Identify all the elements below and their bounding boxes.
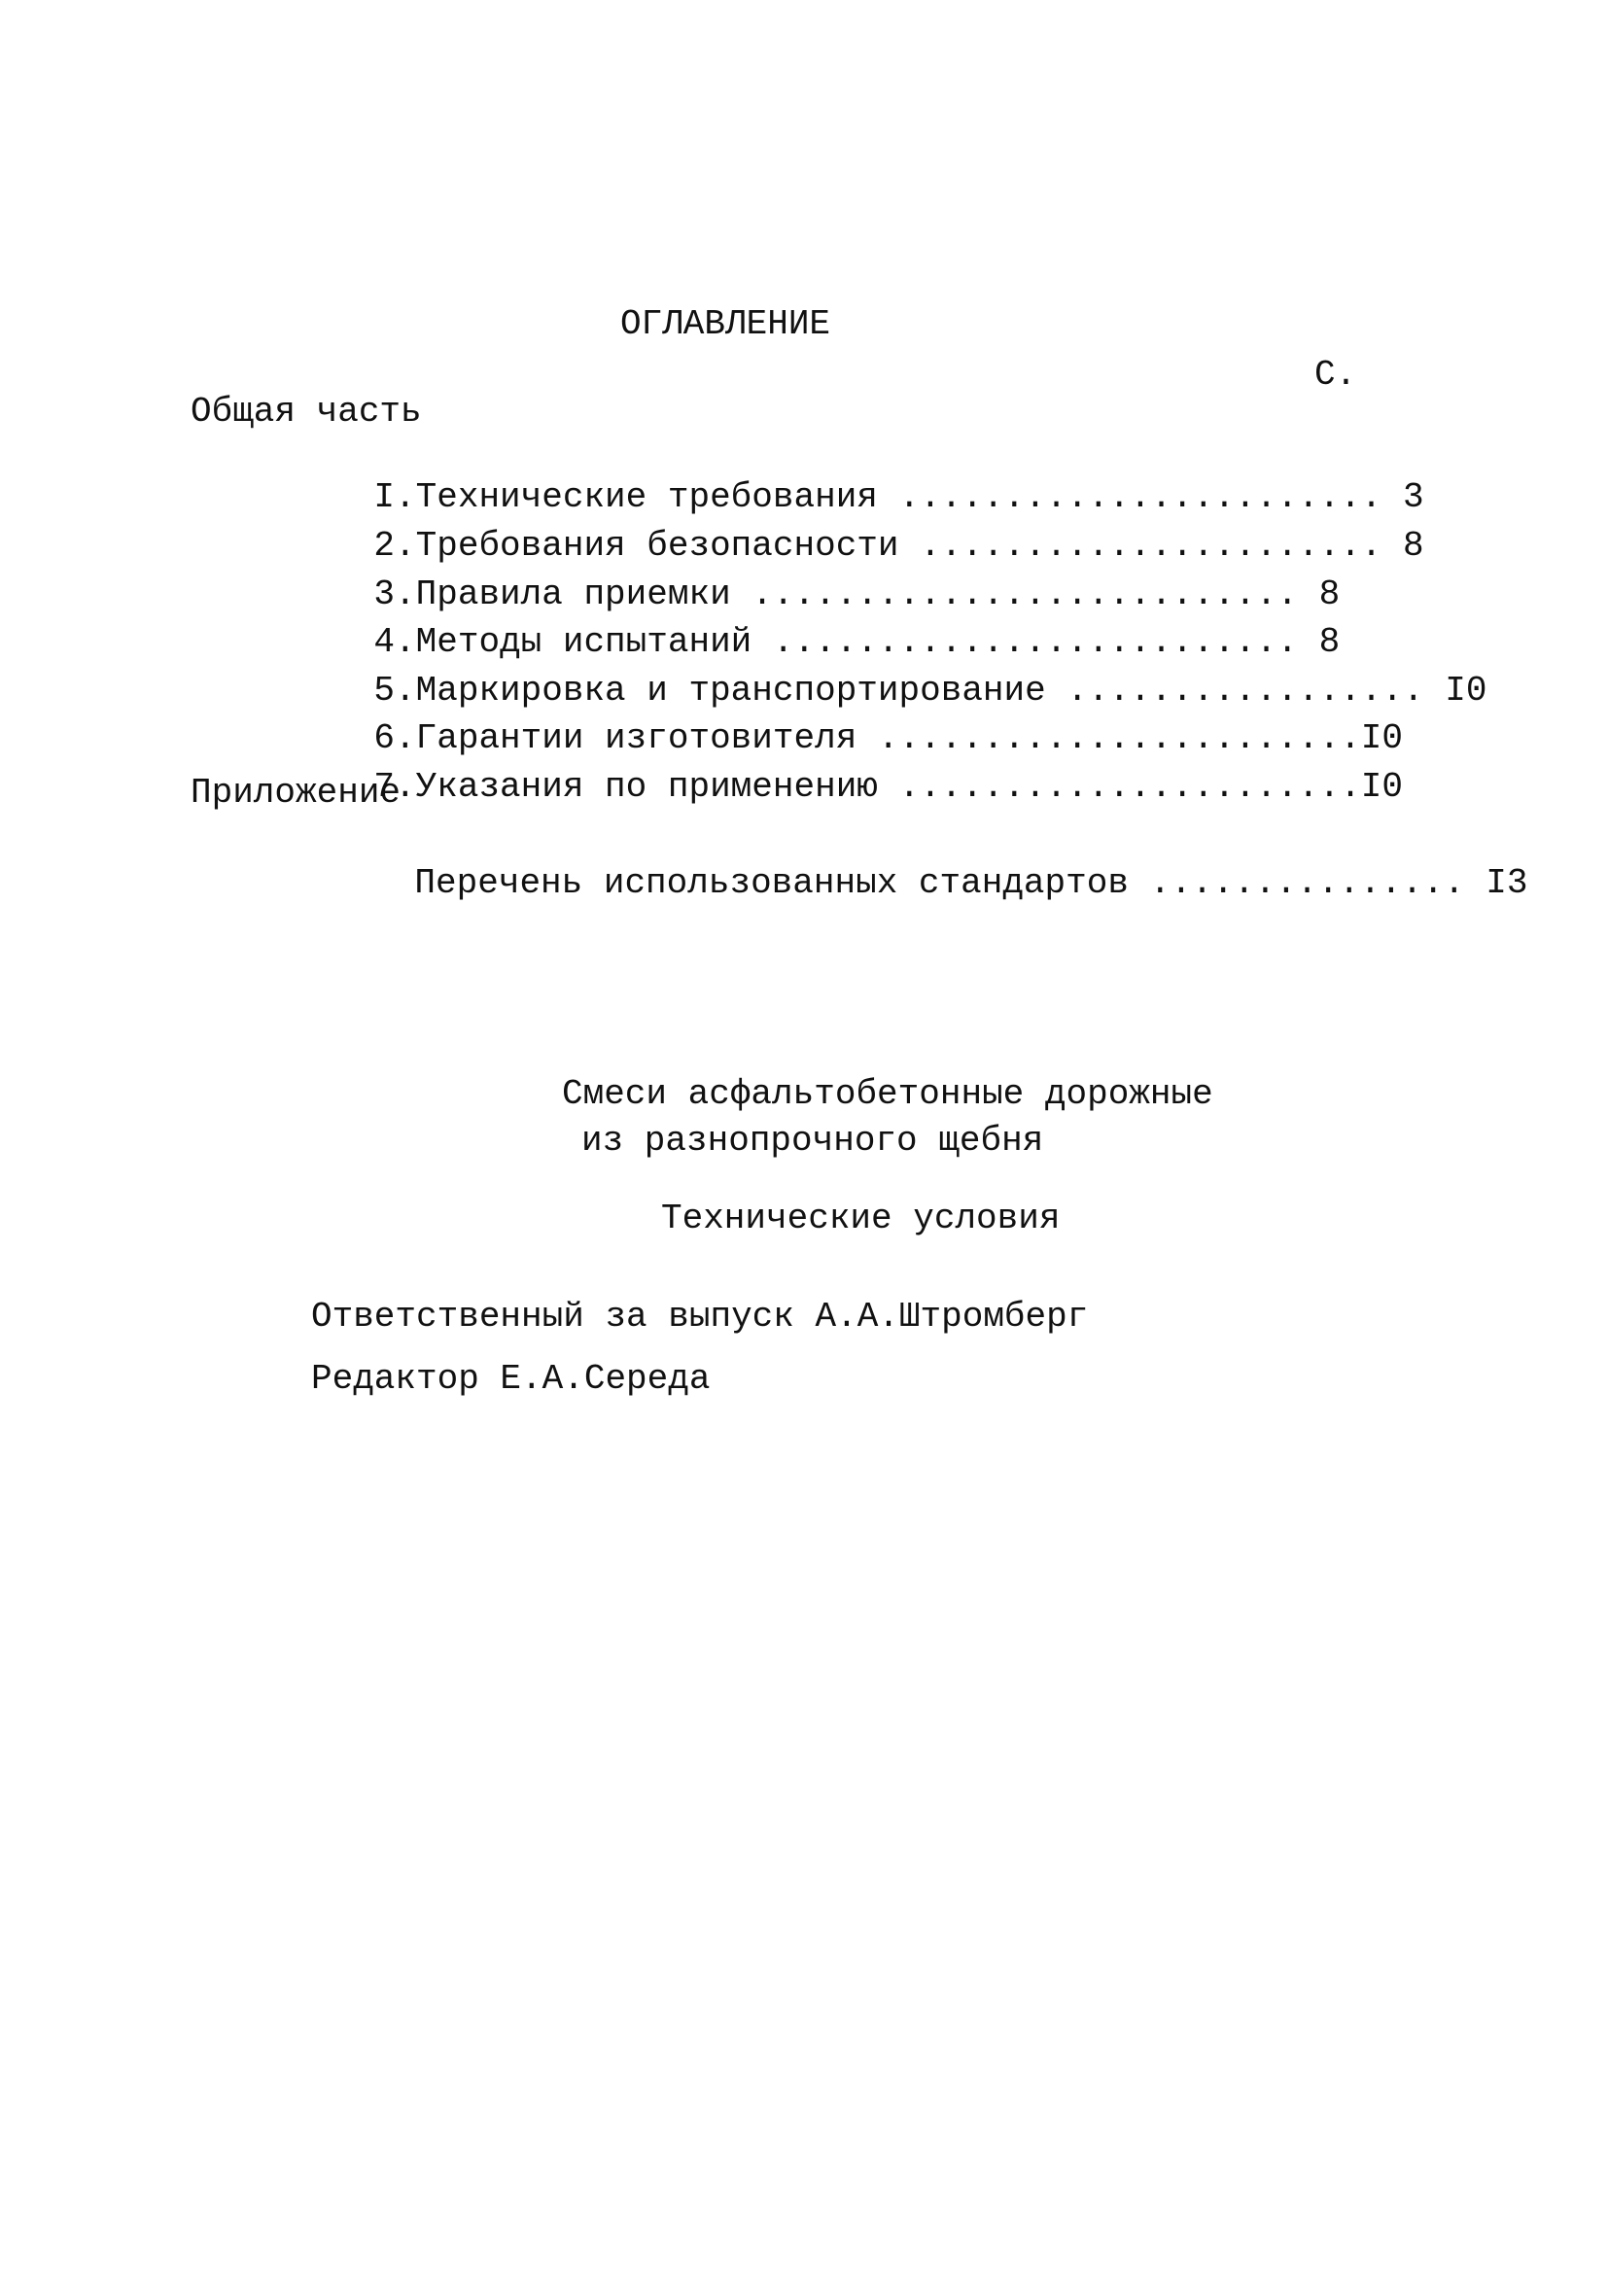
toc-entry-leader: ............... <box>1149 863 1465 903</box>
colophon-title-line1: Смеси асфальтобетонные дорожные <box>562 1074 1213 1114</box>
toc-entry-page: I3 <box>1464 863 1528 903</box>
toc-page-column-label: С. <box>1314 355 1357 395</box>
toc-section-general: Общая часть <box>191 392 422 432</box>
colophon-responsible: Ответственный за выпуск А.А.Штромберг <box>311 1297 1089 1337</box>
toc-entry-leader: ....................... <box>898 477 1382 517</box>
colophon-title-line2: из разнопрочного щебня <box>581 1121 1044 1161</box>
colophon-editor: Редактор Е.А.Середа <box>311 1359 711 1399</box>
toc-entry-label: 3.Правила приемки <box>373 574 752 614</box>
toc-section-appendix: Приложение <box>191 773 402 813</box>
toc-entry-label: 4.Методы испытаний <box>373 622 773 662</box>
toc-entry-leader: ................. <box>1066 671 1424 711</box>
toc-entry-label: 6.Гарантии изготовителя <box>373 718 878 758</box>
toc-entry-page: I0 <box>1360 767 1404 807</box>
toc-appendix-entry <box>331 819 1527 948</box>
toc-entry-label: Перечень использованных стандартов <box>414 863 1150 903</box>
toc-entry-page: I0 <box>1423 671 1487 711</box>
toc-entry-label: I.Технические требования <box>373 477 899 517</box>
colophon-subtitle: Технические условия <box>661 1199 1061 1238</box>
toc-entry-page: 3 <box>1381 477 1424 517</box>
toc-entry-page: I0 <box>1360 718 1404 758</box>
toc-heading: ОГЛАВЛЕНИЕ <box>620 304 831 344</box>
toc-entry-leader: ...................... <box>920 526 1382 566</box>
toc-entry-leader: .......................... <box>752 574 1298 614</box>
toc-entry-leader: ...................... <box>898 767 1361 807</box>
toc-entry-page: 8 <box>1381 526 1424 566</box>
toc-entry-page: 8 <box>1298 574 1341 614</box>
toc-entry-page: 8 <box>1297 622 1341 662</box>
toc-entry-label: 2.Требования безопасности <box>373 526 921 566</box>
toc-entry-label: 7.Указания по применению <box>373 767 899 807</box>
toc-entry-leader: ....................... <box>877 718 1361 758</box>
toc-entry-label: 5.Маркировка и транспортирование <box>373 671 1067 711</box>
toc-entry-leader: ......................... <box>772 622 1298 662</box>
